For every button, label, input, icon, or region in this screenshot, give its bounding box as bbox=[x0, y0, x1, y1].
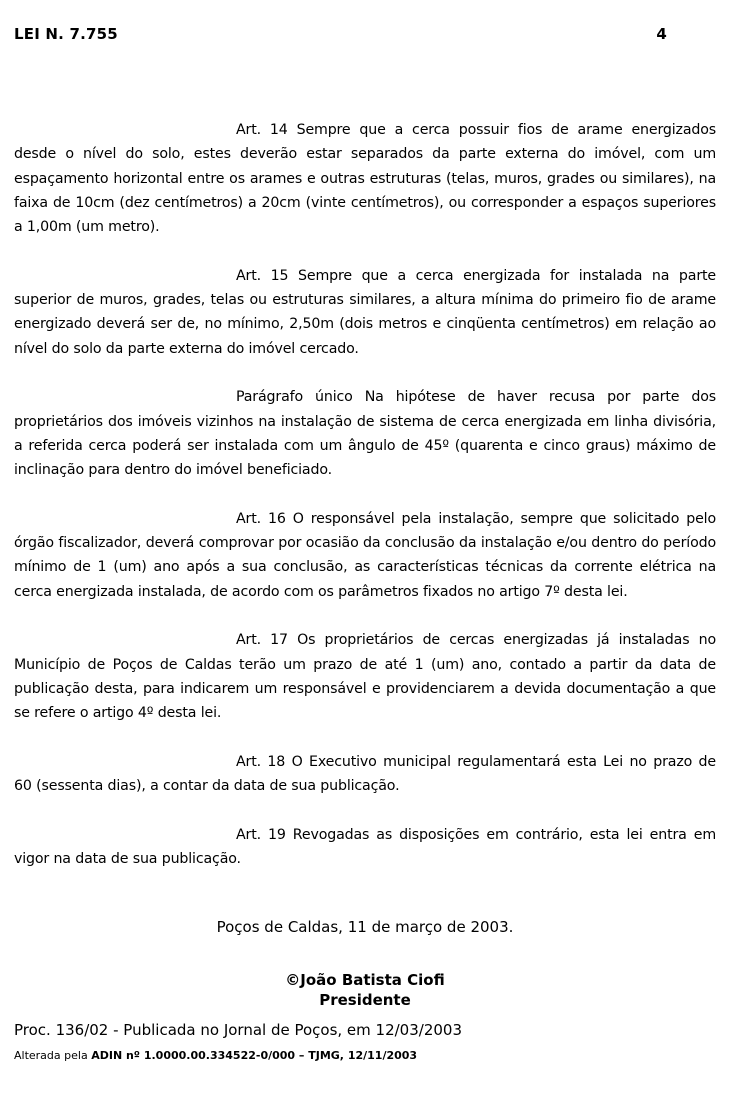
article-15-paragraph-unico: Parágrafo único Na hipótese de haver recusa por parte dos proprietários dos imóveis vizinhos na instalação de sistema de cerca energizada em linha divisória, a referida cerca poderá ser instalada com um ângulo de 45º (quarenta e cinco graus) máximo de inclinação para dentro do imóvel beneficiado. bbox=[14, 389, 716, 479]
article-17: Art. 17 Os proprietários de cercas energizadas já instaladas no Município de Poços de Caldas terão um prazo de até 1 (um) ano, contado a partir da data de publicação desta, para indicarem um responsável e providenciarem a devida documentação a que se refere o artigo 4º desta lei. bbox=[14, 632, 716, 722]
alteration-prefix: Alterada pela bbox=[14, 1049, 88, 1062]
alteration-note bbox=[14, 1049, 417, 1062]
signer-name: ©João Batista Ciofi bbox=[285, 971, 445, 989]
article-16: Art. 16 O responsável pela instalação, sempre que solicitado pelo órgão fiscalizador, deverá comprovar por ocasião da conclusão da instalação e/ou dentro do período mínimo de 1 (um) ano após a sua conclusão, as características técnicas da corrente elétrica na cerca energizada instalada, de acordo com os parâmetros fixados no artigo 7º desta lei. bbox=[14, 510, 716, 600]
article-18: Art. 18 O Executivo municipal regulamentará esta Lei no prazo de 60 (sessenta dias), a contar da data de sua publicação. bbox=[14, 753, 716, 795]
publication-note: Proc. 136/02 - Publicada no Jornal de Poços, em 12/03/2003 bbox=[14, 1021, 463, 1039]
page-header bbox=[14, 25, 667, 43]
law-number: LEI N. 7.755 bbox=[14, 25, 118, 43]
article-14: Art. 14 Sempre que a cerca possuir fios de arame energizados desde o nível do solo, estes deverão estar separados da parte externa do imóvel, com um espaçamento horizontal entre os arames e outras estruturas (telas, muros, grades ou similares), na faixa de 10cm (dez centímetros) a 20cm (vinte centímetros), ou corresponder a espaços superiores a 1,00m (um metro). bbox=[14, 122, 716, 236]
signer-role: Presidente bbox=[319, 991, 411, 1009]
alteration-reference: ADIN nº 1.0000.00.334522-0/000 – TJMG, 12/11/2003 bbox=[91, 1049, 418, 1062]
city-date: Poços de Caldas, 11 de março de 2003. bbox=[216, 918, 514, 936]
article-19: Art. 19 Revogadas as disposições em contrário, esta lei entra em vigor na data de sua publicação. bbox=[14, 826, 716, 867]
article-15: Art. 15 Sempre que a cerca energizada for instalada na parte superior de muros, grades, telas ou estruturas similares, a altura mínima do primeiro fio de arame energizado deverá ser de, no mínimo, 2,50m (dois metros e cinqüenta centímetros) em relação ao nível do solo da parte externa do imóvel cercado. bbox=[14, 267, 716, 357]
signature bbox=[14, 970, 716, 1010]
page-number: 4 bbox=[656, 25, 667, 43]
document-body bbox=[14, 118, 716, 896]
